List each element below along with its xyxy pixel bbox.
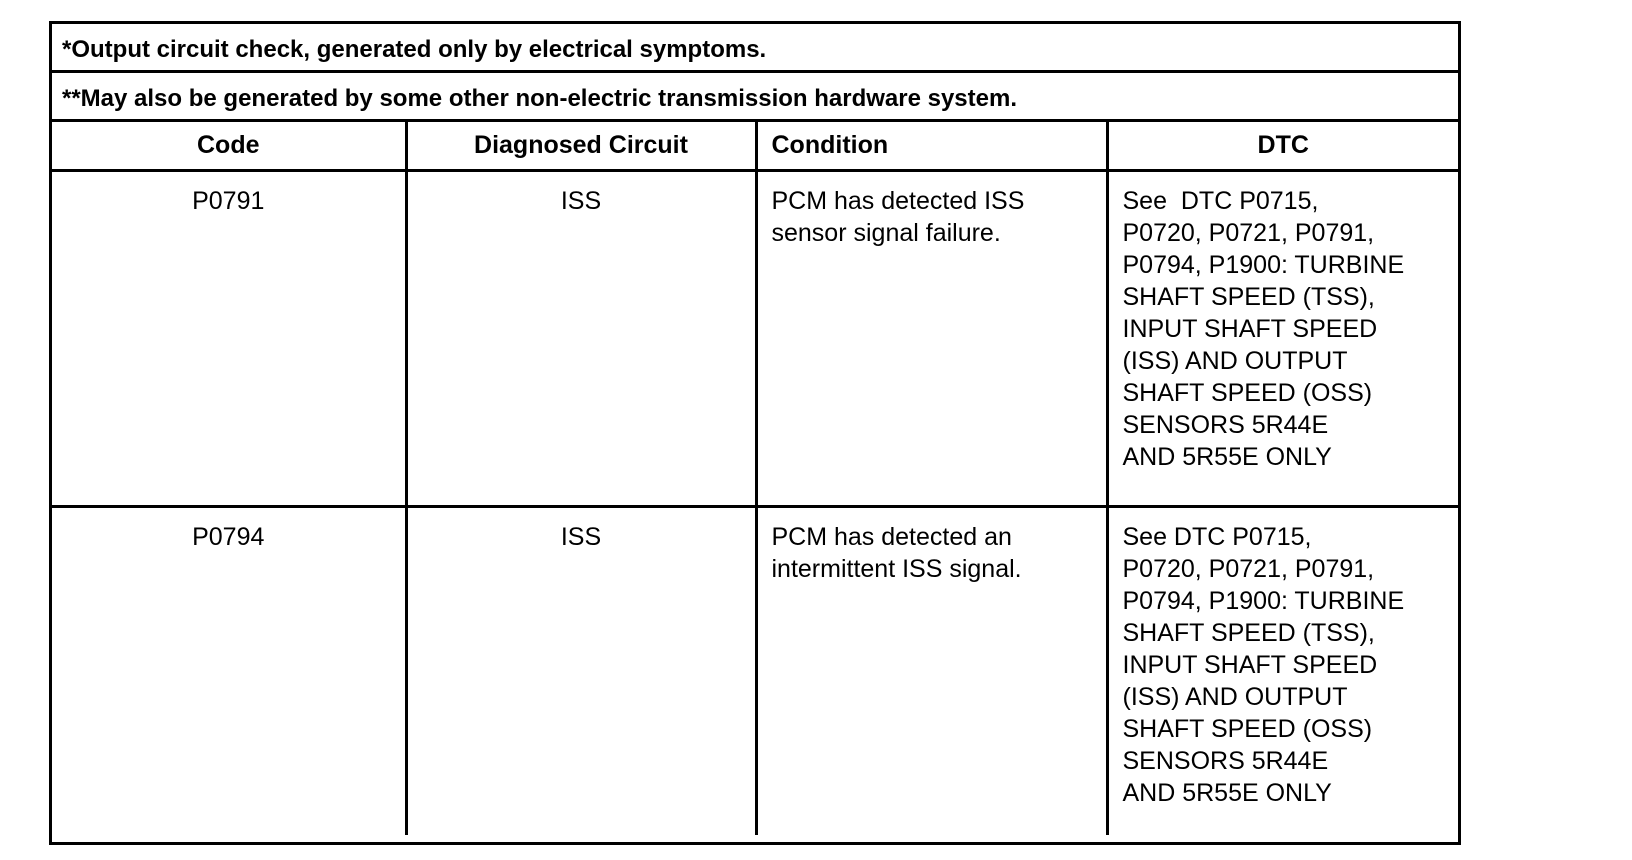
dtc-line: SHAFT SPEED (TSS), <box>1122 282 1375 311</box>
dtc-line: P0794, P1900: TURBINE <box>1122 586 1405 615</box>
dtc-line: P0794, P1900: TURBINE <box>1122 250 1405 279</box>
dtc-line: SHAFT SPEED (OSS) <box>1122 378 1373 407</box>
note-output-circuit: *Output circuit check, generated only by electrical symptoms. <box>52 24 1458 73</box>
dtc-line: SENSORS 5R44E <box>1122 410 1329 439</box>
cell-code: P0791 <box>52 170 406 506</box>
table-header-row <box>52 122 1458 170</box>
header-code: Code <box>52 122 406 170</box>
dtc-table-sheet <box>49 21 1461 845</box>
cell-circuit: ISS <box>406 506 756 835</box>
cell-circuit: ISS <box>406 170 756 506</box>
cell-condition <box>756 506 1107 835</box>
dtc-line: P0720, P0721, P0791, <box>1122 554 1375 583</box>
cell-dtc <box>1107 170 1458 506</box>
dtc-line: AND 5R55E ONLY <box>1122 442 1332 471</box>
cell-code: P0794 <box>52 506 406 835</box>
condition-line: PCM has detected an <box>771 522 1012 551</box>
dtc-line: AND 5R55E ONLY <box>1122 778 1332 807</box>
condition-line: sensor signal failure. <box>771 218 1001 247</box>
dtc-table <box>52 122 1458 835</box>
header-dtc: DTC <box>1107 122 1458 170</box>
condition-line: intermittent ISS signal. <box>771 554 1022 583</box>
dtc-line: SENSORS 5R44E <box>1122 746 1329 775</box>
dtc-line: SHAFT SPEED (TSS), <box>1122 618 1375 647</box>
table-row <box>52 170 1458 506</box>
condition-line: PCM has detected ISS <box>771 186 1025 215</box>
dtc-line: INPUT SHAFT SPEED <box>1122 650 1378 679</box>
dtc-line: See DTC P0715, <box>1122 186 1319 215</box>
dtc-line: See DTC P0715, <box>1122 522 1312 551</box>
dtc-line: (ISS) AND OUTPUT <box>1122 346 1348 375</box>
dtc-line: INPUT SHAFT SPEED <box>1122 314 1378 343</box>
note-non-electric: **May also be generated by some other non-electric transmission hardware system. <box>52 73 1458 122</box>
header-diagnosed-circuit: Diagnosed Circuit <box>406 122 756 170</box>
cell-condition <box>756 170 1107 506</box>
dtc-line: P0720, P0721, P0791, <box>1122 218 1375 247</box>
dtc-line: SHAFT SPEED (OSS) <box>1122 714 1373 743</box>
dtc-line: (ISS) AND OUTPUT <box>1122 682 1348 711</box>
header-condition: Condition <box>756 122 1107 170</box>
cell-dtc <box>1107 506 1458 835</box>
table-row <box>52 506 1458 835</box>
